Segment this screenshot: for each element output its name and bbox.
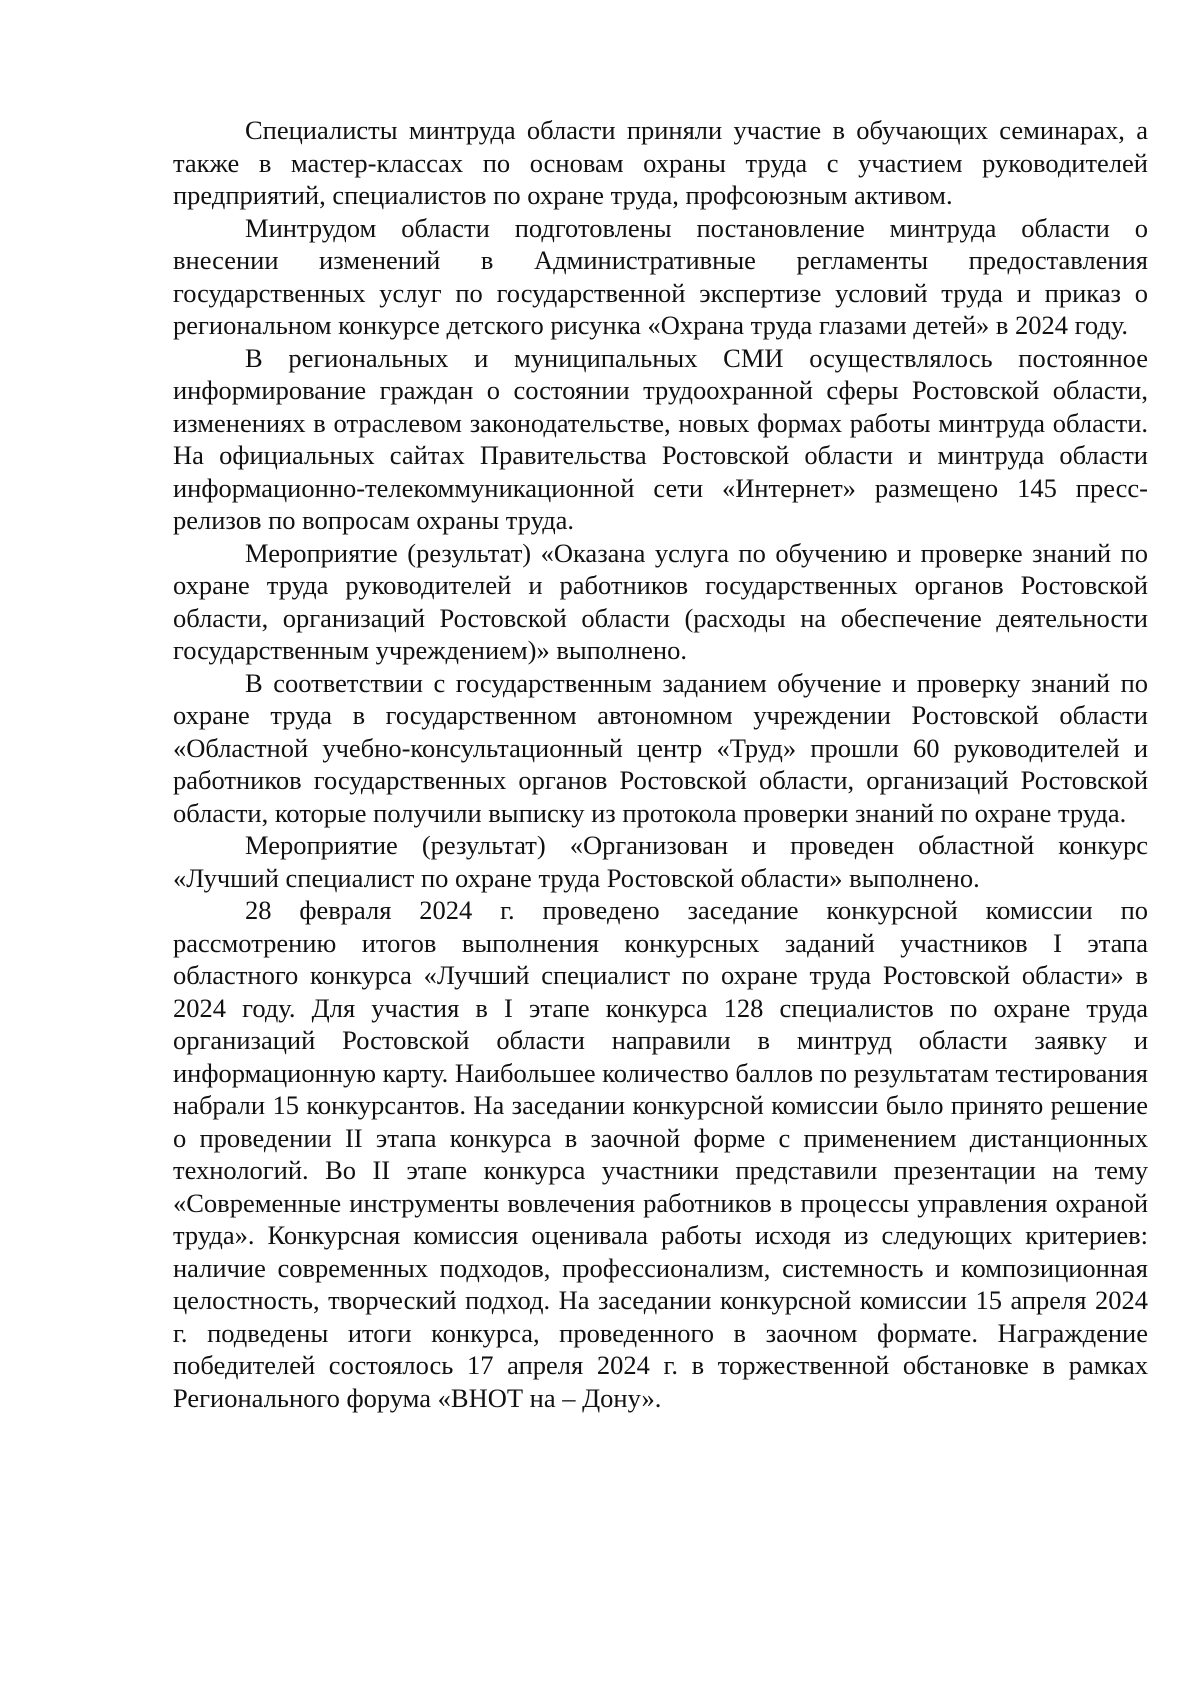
paragraph-contest-details: 28 февраля 2024 г. проведено заседание конкурсной комиссии по рассмотрению итогов выполнения конкурсных заданий участников I этапа областного конкурса «Лучший специалист по охране труда Ростовской области» в 2024 году. Для участия в I этапе конкурса 128 специалистов по охране труда организаций Ростовской области направили в минтруд области заявку и информационную карту. Наибольшее количество баллов по результатам тестирования набрали 15 конкурсантов. На заседании конкурсной комиссии было принято решение о проведении II этапа конкурса в заочной форме с применением дистанционных технологий. Во II этапе конкурса участники представили презентации на тему «Современные инструменты вовлечения работников в процессы управления охраной труда». Конкурсная комиссия оценивала работы исходя из следующих критериев: наличие современных подходов, профессионализм, системность и композиционная целостность, творческий подход. На заседании конкурсной комиссии 15 апреля 2024 г. подведены итоги конкурса, проведенного в заочном формате. Награждение победителей состоялось 17 апреля 2024 г. в торжественной обстановке в рамках Регионального форума «ВНОТ на – Дону». bbox=[173, 895, 1148, 1413]
paragraph-regulations: Минтрудом области подготовлены постановление минтруда области о внесении изменений в Административные регламенты предоставления государственных услуг по государственной экспертизе условий труда и приказ о региональном конкурсе детского рисунка «Охрана труда глазами детей» в 2024 году. bbox=[173, 212, 1148, 340]
paragraph-training-service-result: Мероприятие (результат) «Оказана услуга по обучению и проверке знаний по охране труда руководителей и работников государственных органов Ростовской области, организаций Ростовской области (расходы на обеспечение деятельности государственным учреждением)» выполнено. bbox=[173, 537, 1148, 665]
paragraph-state-assignment: В соответствии с государственным заданием обучение и проверку знаний по охране труда в государственном автономном учреждении Ростовской области «Областной учебно-консультационный центр «Труд» прошли 60 руководителей и работников государственных органов Ростовской области, организаций Ростовской области, которые получили выписку из протокола проверки знаний по охране труда. bbox=[173, 667, 1148, 828]
paragraph-contest-result: Мероприятие (результат) «Организован и проведен областной конкурс «Лучший специалист по охране труда Ростовской области» выполнено. bbox=[173, 830, 1148, 893]
document-body bbox=[173, 114, 1148, 1414]
paragraph-media-informing: В региональных и муниципальных СМИ осуществлялось постоянное информирование граждан о состоянии трудоохранной сферы Ростовской области, изменениях в отраслевом законодательстве, новых формах работы минтруда области. На официальных сайтах Правительства Ростовской области и минтруда области информационно-телекоммуникационной сети «Интернет» размещено 145 пресс-релизов по вопросам охраны труда. bbox=[173, 342, 1148, 535]
paragraph-training-seminars: Специалисты минтруда области приняли участие в обучающих семинарах, а также в мастер-классах по основам охраны труда с участием руководителей предприятий, специалистов по охране труда, профсоюзным активом. bbox=[173, 115, 1148, 210]
